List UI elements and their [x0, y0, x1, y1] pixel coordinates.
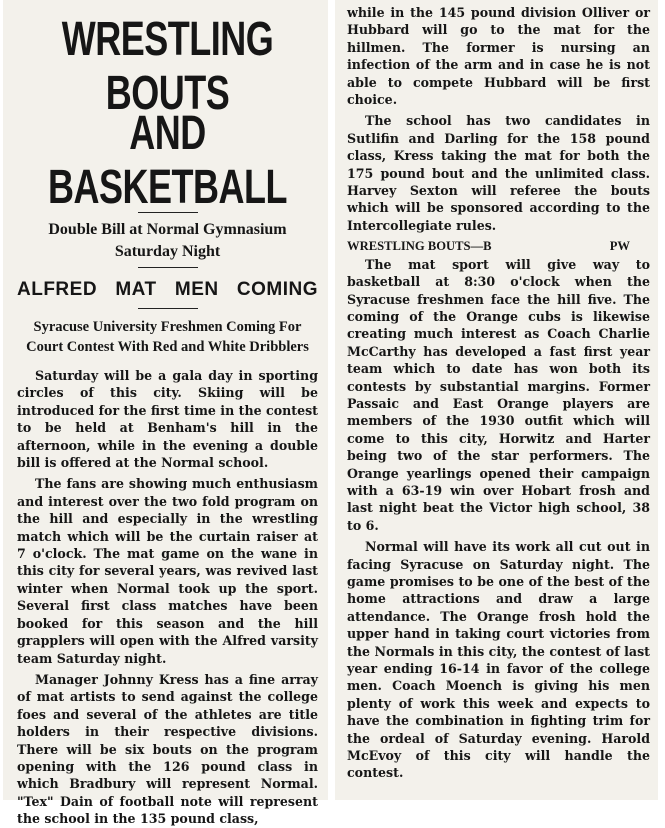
column-gutter — [328, 0, 335, 800]
article-paragraph: Saturday will be a gala day in sporting circles of this city. Skiing will be introduced for the first time in the contest to be held at Benham's hill in the afternoon, while in the evening a double bill is offered at the Normal school. — [17, 368, 318, 471]
deck-double-bill: Double Bill at Normal Gymnasium Saturday Night — [48, 221, 287, 260]
article-paragraph: The fans are showing much enthusiasm and interest over the two fold program on the hill and especially in the wrestling match which will be the curtain raiser at 7 o'clock. The mat game on the wane in this city for several years, was revived last winter when Normal took up the sport. Several first class matches have been booked for this season and the hill grapplers will open with the Alfred varsity team Saturday night. — [17, 476, 318, 666]
divider-rule — [138, 308, 198, 309]
headline-line-2: AND BASKETBALL — [48, 104, 287, 214]
continuation-code: PW — [609, 239, 630, 254]
article-paragraph: The school has two candidates in Sutlifin and Darling for the 158 pound class, Kress taking the mat for both the 175 pound bout and the unlimited class. Harvey Sexton will referee the bouts which will be sponsored according to the Intercollegiate rules. — [347, 113, 650, 233]
right-column — [335, 0, 658, 800]
article-paragraph: The mat sport will give way to basketball at 8:30 o'clock when the Syracuse freshmen face the hill five. The coming of the Orange cubs is likewise creating much interest as Coach Charlie McCarthy has developed a fast first year team which to date has won both its contests by substantial margins. Former Passaic and East Orange players are members of the 1930 outfit which will come to this city, Horwitz and Harter being two of the star performers. The Orange yearlings opened their campaign with a 63-19 win over Hobart frosh and last night beat the Victor high school, 38 to 6. — [347, 256, 650, 533]
deck-syracuse-freshmen: Syracuse University Freshmen Coming For Court Contest With Red and White Dribblers — [26, 319, 309, 355]
deck-alfred-mat-men: ALFRED MAT MEN COMING — [17, 279, 318, 300]
divider-rule — [138, 267, 198, 268]
continuation-label: WRESTLING BOUTS—B — [347, 239, 492, 254]
continuation-marker — [347, 238, 650, 255]
left-column — [3, 0, 328, 827]
headline-line-1: WRESTLING BOUTS — [61, 10, 274, 120]
article-paragraph: Normal will have its work all cut out in facing Syracuse on Saturday night. The game promises to be one of the best of the home attractions and draw a large attendance. The Orange frosh hold the upper hand in taking court victories from the Normals in this city, the contest of last year ending 16-14 in favor of the college men. Coach Moench is giving his men plenty of work this week and expects to have the combination in fighting trim for the ordeal of Saturday evening. Harold McEvoy of this city will handle the contest. — [347, 539, 650, 781]
article-paragraph: while in the 145 pound division Olliver or Hubbard will go to the mat for the hillmen. The former is nursing an infection of the arm and in case he is not able to compete Hubbard will be first choice. — [347, 5, 650, 108]
article-paragraph: Manager Johnny Kress has a fine array of mat artists to send against the college foes and several of the athletes are title holders in their respective divisions. There will be six bouts on the program opening with the 126 pound class in which Bradbury will represent Normal. "Tex" Dain of football note will represent the school in the 135 pound class, — [17, 671, 318, 827]
